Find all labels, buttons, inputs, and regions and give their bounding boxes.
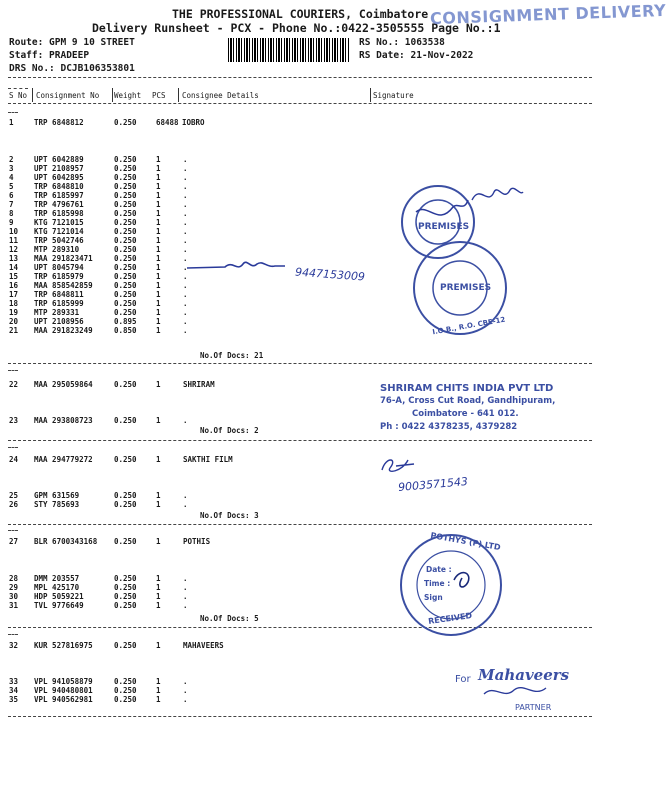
table-row: 31 TVL 9776649 0.250 1 .: [9, 601, 188, 610]
table-row: 8 TRP 6185998 0.250 1 .: [9, 209, 188, 218]
divider: [8, 112, 18, 113]
col-pcs: PCS: [152, 91, 166, 100]
column-divider: [370, 88, 371, 102]
col-signature: Signature: [373, 91, 414, 100]
pen-scribble: [185, 252, 305, 282]
iob-premises-top: PREMISES: [418, 222, 470, 232]
pothys-received: RECEIVED: [427, 610, 473, 627]
company-title: THE PROFESSIONAL COURIERS, Coimbatore: [172, 7, 429, 21]
table-row: 14 UPT 8045794 0.250 1 .: [9, 263, 188, 272]
table-row: 26 STY 785693 0.250 1 .: [9, 500, 188, 509]
docs-count: No.Of Docs: 21: [200, 351, 264, 360]
pothys-brand: POTHYS (P) LTD: [429, 530, 502, 553]
consignment-delivery-stamp: CONSIGNMENT DELIVERY: [429, 0, 666, 29]
table-row: 6 TRP 6185997 0.250 1 .: [9, 191, 188, 200]
mahaveers-logo: Mahaveers: [478, 666, 570, 684]
table-row: 20 UPT 2108956 0.895 1 .: [9, 317, 188, 326]
divider: [8, 716, 592, 717]
column-divider: [112, 88, 113, 102]
divider: [8, 447, 18, 448]
divider: [8, 524, 592, 525]
table-row: 34 VPL 940480801 0.250 1 .: [9, 686, 188, 695]
table-row: 23 MAA 293808723 0.250 1 .: [9, 416, 188, 425]
docs-count: No.Of Docs: 2: [200, 426, 259, 435]
drs-label: DRS No.: DCJB106353801: [9, 63, 135, 74]
consignee-name: POTHIS: [183, 537, 211, 546]
table-row: 27 BLR 6700343168 0.250 1 POTHIS: [9, 537, 211, 546]
docs-count: No.Of Docs: 3: [200, 511, 259, 520]
handwritten-phone: 9447153009: [294, 265, 366, 284]
consignee-name: SHRIRAM: [183, 380, 215, 389]
col-consignment: Consignment No: [36, 91, 100, 100]
signature: [470, 182, 525, 207]
table-row: 18 TRP 6185999 0.250 1 .: [9, 299, 188, 308]
table-row: 35 VPL 940562981 0.250 1 .: [9, 695, 188, 704]
divider: [8, 103, 592, 104]
table-row: 25 GPM 631569 0.250 1 .: [9, 491, 188, 500]
table-row: 22 MAA 295059864 0.250 1 SHRIRAM: [9, 380, 215, 389]
table-row: 30 HDP 5059221 0.250 1 .: [9, 592, 188, 601]
pothys-date: Date :: [426, 565, 452, 574]
handwritten-phone: 9003571543: [397, 474, 469, 495]
table-row: 33 VPL 941058879 0.250 1 .: [9, 677, 188, 686]
table-row: 28 DMM 203557 0.250 1 .: [9, 574, 188, 583]
column-divider: [32, 88, 33, 102]
shriram-stamp-address1: 76-A, Cross Cut Road, Gandhipuram,: [380, 396, 556, 406]
table-row: 24 MAA 294779272 0.250 1 SAKTHI FILM: [9, 455, 233, 464]
consignee-name: MAHAVEERS: [183, 641, 224, 650]
table-row: 17 TRP 6848811 0.250 1 .: [9, 290, 188, 299]
docs-count: No.Of Docs: 5: [200, 614, 259, 623]
col-weight: Weight: [114, 91, 142, 100]
signature: [480, 682, 550, 702]
table-row: 11 TRP 5042746 0.250 1 .: [9, 236, 188, 245]
consignee-name: IOBRO: [182, 118, 205, 127]
iob-premises: PREMISES: [440, 283, 492, 293]
shriram-stamp-address2: Coimbatore - 641 012.: [412, 409, 519, 419]
divider: [8, 363, 592, 364]
barcode: [228, 38, 350, 62]
staff-label: Staff: PRADEEP: [9, 50, 90, 61]
signature: [378, 452, 418, 478]
iob-address: I.O.B., R.O. CBE-12: [431, 315, 506, 337]
rs-date: RS Date: 21-Nov-2022: [359, 50, 474, 61]
divider: [8, 530, 18, 531]
mahaveers-partner: PARTNER: [515, 703, 552, 712]
table-row: 3 UPT 2108957 0.250 1 .: [9, 164, 188, 173]
col-sno: S No: [9, 91, 28, 100]
table-row: 9 KTG 7121015 0.250 1 .: [9, 218, 188, 227]
divider: [8, 634, 18, 635]
table-row: 5 TRP 6848810 0.250 1 .: [9, 182, 188, 191]
table-row: 29 MPL 425170 0.250 1 .: [9, 583, 188, 592]
table-row: 16 MAA 858542859 0.250 1 .: [9, 281, 188, 290]
table-row: 7 TRP 4796761 0.250 1 .: [9, 200, 188, 209]
divider: [8, 88, 28, 89]
rs-number: RS No.: 1063538: [359, 37, 445, 48]
divider: [8, 77, 592, 78]
table-row: 13 MAA 291823471 0.250 1 .: [9, 254, 188, 263]
col-details: Consignee Details: [182, 91, 259, 100]
table-row: 32 KUR 527816975 0.250 1 MAHAVEERS: [9, 641, 224, 650]
shriram-stamp-phone: Ph : 0422 4378235, 4379282: [380, 422, 518, 432]
runsheet-title: Delivery Runsheet - PCX - Phone No.:0422-3505555 Page No.:1: [92, 21, 501, 35]
consignee-name: SAKTHI FILM: [183, 455, 233, 464]
table-row: 15 TRP 6185979 0.250 1 .: [9, 272, 188, 281]
divider: [8, 370, 18, 371]
table-row: 19 MTP 289331 0.250 1 .: [9, 308, 188, 317]
pothys-sign: Sign: [424, 593, 443, 602]
pothys-time: Time :: [424, 579, 451, 588]
table-row: 2 UPT 6042889 0.250 1 .: [9, 155, 188, 164]
table-row: 10 KTG 7121014 0.250 1 .: [9, 227, 188, 236]
table-row: 4 UPT 6042895 0.250 1 .: [9, 173, 188, 182]
table-row: 1 TRP 6848812 0.250 68488 IOBRO: [9, 118, 205, 127]
table-row: 21 MAA 291823249 0.850 1 .: [9, 326, 188, 335]
divider: [8, 440, 592, 441]
column-divider: [178, 88, 179, 102]
mahaveers-for: For: [455, 674, 471, 685]
route-label: Route: GPM 9 10 STREET: [9, 37, 135, 48]
table-row: 12 MTP 289310 0.250 1 .: [9, 245, 188, 254]
shriram-stamp-name: SHRIRAM CHITS INDIA PVT LTD: [380, 383, 554, 394]
